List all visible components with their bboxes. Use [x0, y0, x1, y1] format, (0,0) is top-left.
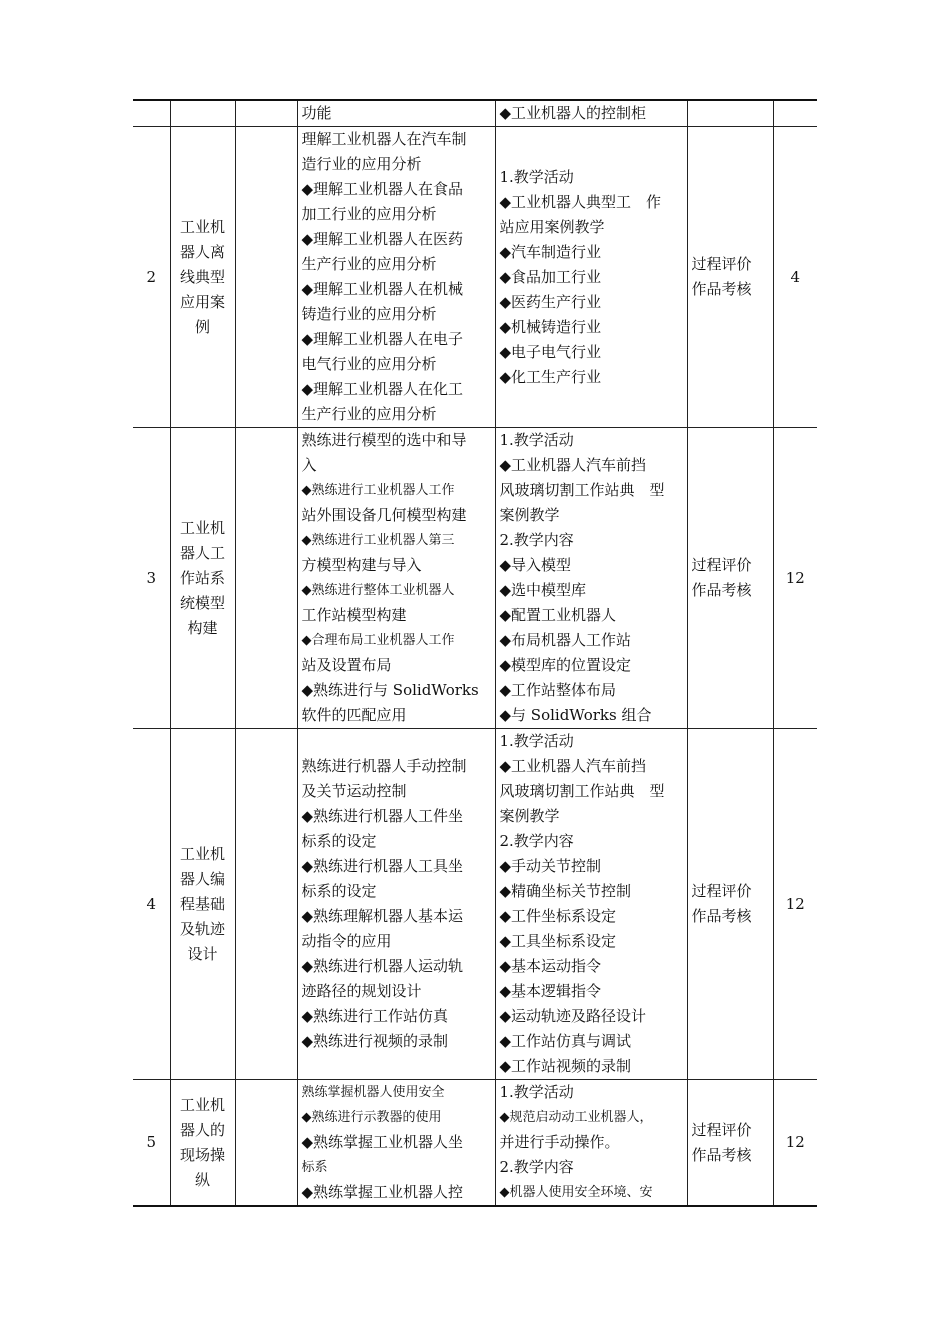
- cell-line: 生产行业的应用分析: [301, 255, 437, 273]
- cell-line: ◆熟练理解机器人基本运: [301, 907, 464, 925]
- cell-line: 作品考核: [691, 1145, 752, 1164]
- cell-line: 熟练掌握机器人使用安全: [301, 1085, 445, 1100]
- module-title: 工业机器人编程基础及轨迹设计: [170, 729, 235, 1080]
- cell-line: 过程评价: [691, 882, 752, 900]
- cell-line: ◆工业机器人汽车前挡: [499, 757, 647, 775]
- cell-line: 标系的设定: [301, 832, 377, 850]
- assessment-method: [687, 100, 773, 127]
- cell-line: ◆熟练进行示教器的使用: [301, 1110, 442, 1125]
- cell-line: ◆熟练进行整体工业机器人: [301, 583, 455, 598]
- cell-line: 熟练进行模型的选中和导: [301, 431, 467, 449]
- module-title: [170, 100, 235, 127]
- teaching-contents: [495, 1080, 687, 1207]
- teaching-contents: [495, 729, 687, 1080]
- cell-line: 案例教学: [499, 807, 560, 825]
- cell-line: ◆汽车制造行业: [499, 242, 602, 261]
- cell-line: ◆工具坐标系设定: [499, 932, 617, 950]
- cell-line: 工作站模型构建: [301, 606, 407, 624]
- cell-line: ◆理解工业机器人在医药: [301, 230, 464, 248]
- cell-line: 造行业的应用分析: [301, 155, 422, 173]
- cell-line: ◆熟练进行与 SolidWorks: [301, 681, 479, 699]
- learning-objectives: [297, 729, 495, 1080]
- cell-line: ◆食品加工行业: [499, 267, 602, 286]
- class-hours: 12: [773, 1080, 817, 1207]
- cell-line: ◆工业机器人典型工 作: [499, 192, 662, 211]
- cell-line: ◆模型库的位置设定: [499, 656, 632, 674]
- cell-line: ◆熟练进行机器人工件坐: [301, 807, 464, 825]
- cell-line: ◆基本运动指令: [499, 957, 602, 975]
- learning-objectives: [297, 100, 495, 127]
- table-row: [133, 428, 817, 729]
- table-body: [133, 100, 817, 1206]
- cell-line: ◆规范启动动工业机器人，: [499, 1110, 653, 1125]
- cell-line: ◆熟练进行机器人运动轨: [301, 957, 464, 975]
- cell-line: 功能: [301, 104, 332, 122]
- cell-line: ◆工业机器人的控制柜: [499, 104, 647, 122]
- cell-line: 过程评价: [691, 1120, 752, 1139]
- cell-line: 标系的设定: [301, 882, 377, 900]
- empty-cell: [235, 428, 297, 729]
- course-plan-table: [133, 99, 817, 1207]
- cell-line: 案例教学: [499, 506, 560, 524]
- cell-line: 站及设置布局: [301, 656, 392, 674]
- assessment-method: [687, 428, 773, 729]
- row-number: [133, 100, 170, 127]
- cell-line: 站外围设备几何模型构建: [301, 506, 467, 524]
- cell-line: ◆熟练进行工业机器人第三: [301, 533, 455, 548]
- teaching-contents: [495, 100, 687, 127]
- learning-objectives: [297, 1080, 495, 1207]
- cell-line: ◆布局机器人工作站: [499, 631, 632, 649]
- cell-line: ◆理解工业机器人在食品: [301, 180, 464, 198]
- table-row: [133, 100, 817, 127]
- module-title: 工业机器人工作站系统模型构建: [170, 428, 235, 729]
- row-number: 4: [133, 729, 170, 1080]
- cell-line: 标系: [301, 1160, 328, 1175]
- cell-line: 风玻璃切割工作站典 型: [499, 481, 665, 499]
- cell-line: ◆机器人使用安全环境、安: [499, 1185, 653, 1200]
- module-title: 工业机器人的现场操纵: [170, 1080, 235, 1207]
- cell-line: 生产行业的应用分析: [301, 405, 437, 423]
- row-number: 3: [133, 428, 170, 729]
- cell-line: ◆合理布局工业机器人工作: [301, 633, 455, 648]
- table-row: [133, 127, 817, 428]
- cell-line: ◆工件坐标系设定: [499, 907, 617, 925]
- assessment-method: [687, 127, 773, 428]
- cell-line: 风玻璃切割工作站典 型: [499, 782, 665, 800]
- empty-cell: [235, 100, 297, 127]
- cell-line: 1.教学活动: [499, 732, 574, 750]
- cell-line: ◆工作站仿真与调试: [499, 1032, 632, 1050]
- cell-line: ◆熟练掌握工业机器人控: [301, 1183, 464, 1201]
- cell-line: ◆与 SolidWorks 组合: [499, 706, 652, 724]
- cell-line: ◆熟练掌握工业机器人坐: [301, 1133, 464, 1151]
- table-row: [133, 729, 817, 1080]
- cell-line: 理解工业机器人在汽车制: [301, 130, 467, 148]
- cell-line: 入: [301, 456, 317, 474]
- cell-line: 及关节运动控制: [301, 782, 407, 800]
- table-row: [133, 1080, 817, 1207]
- cell-line: ◆理解工业机器人在化工: [301, 380, 464, 398]
- cell-line: ◆熟练进行视频的录制: [301, 1032, 449, 1050]
- empty-cell: [235, 1080, 297, 1207]
- cell-line: ◆选中模型库: [499, 581, 587, 599]
- cell-line: ◆熟练进行工业机器人工作: [301, 483, 455, 498]
- learning-objectives: [297, 127, 495, 428]
- cell-line: ◆医药生产行业: [499, 292, 602, 311]
- cell-line: 动指令的应用: [301, 932, 392, 950]
- cell-line: 1.教学活动: [499, 167, 574, 186]
- cell-line: ◆工作站视频的录制: [499, 1057, 632, 1075]
- cell-line: 2.教学内容: [499, 531, 574, 549]
- class-hours: 12: [773, 428, 817, 729]
- cell-line: 加工行业的应用分析: [301, 205, 437, 223]
- class-hours: 12: [773, 729, 817, 1080]
- row-number: 2: [133, 127, 170, 428]
- cell-line: ◆化工生产行业: [499, 367, 602, 386]
- cell-line: ◆配置工业机器人: [499, 606, 617, 624]
- cell-line: 并进行手动操作。: [499, 1133, 620, 1151]
- cell-line: ◆电子电气行业: [499, 342, 602, 361]
- teaching-contents: [495, 428, 687, 729]
- cell-line: 站应用案例教学: [499, 217, 605, 236]
- cell-line: ◆手动关节控制: [499, 857, 602, 875]
- empty-cell: [235, 127, 297, 428]
- teaching-contents: [495, 127, 687, 428]
- empty-cell: [235, 729, 297, 1080]
- row-number: 5: [133, 1080, 170, 1207]
- cell-line: 软件的匹配应用: [301, 706, 407, 724]
- cell-line: 2.教学内容: [499, 1158, 574, 1176]
- cell-line: 电气行业的应用分析: [301, 355, 437, 373]
- cell-line: 熟练进行机器人手动控制: [301, 757, 467, 775]
- cell-line: ◆理解工业机器人在电子: [301, 330, 464, 348]
- cell-line: 作品考核: [691, 907, 752, 925]
- cell-line: 过程评价: [691, 556, 752, 574]
- cell-line: 方模型构建与导入: [301, 556, 422, 574]
- class-hours: [773, 100, 817, 127]
- cell-line: ◆熟练进行工作站仿真: [301, 1007, 449, 1025]
- cell-line: 2.教学内容: [499, 832, 574, 850]
- cell-line: ◆工业机器人汽车前挡: [499, 456, 647, 474]
- cell-line: ◆工作站整体布局: [499, 681, 617, 699]
- cell-line: 1.教学活动: [499, 1083, 574, 1101]
- cell-line: 作品考核: [691, 280, 752, 298]
- cell-line: ◆精确坐标关节控制: [499, 882, 632, 900]
- assessment-method: [687, 1080, 773, 1207]
- cell-line: 1.教学活动: [499, 431, 574, 449]
- cell-line: 迹路径的规划设计: [301, 982, 422, 1000]
- cell-line: 过程评价: [691, 255, 752, 273]
- cell-line: ◆理解工业机器人在机械: [301, 280, 464, 298]
- cell-line: ◆机械铸造行业: [499, 317, 602, 336]
- cell-line: ◆熟练进行机器人工具坐: [301, 857, 464, 875]
- cell-line: 作品考核: [691, 581, 752, 599]
- learning-objectives: [297, 428, 495, 729]
- module-title: 工业机器人离线典型应用案例: [170, 127, 235, 428]
- assessment-method: [687, 729, 773, 1080]
- cell-line: ◆导入模型: [499, 556, 572, 574]
- cell-line: 铸造行业的应用分析: [301, 305, 437, 323]
- cell-line: ◆基本逻辑指令: [499, 982, 602, 1000]
- cell-line: ◆运动轨迹及路径设计: [499, 1007, 647, 1025]
- class-hours: 4: [773, 127, 817, 428]
